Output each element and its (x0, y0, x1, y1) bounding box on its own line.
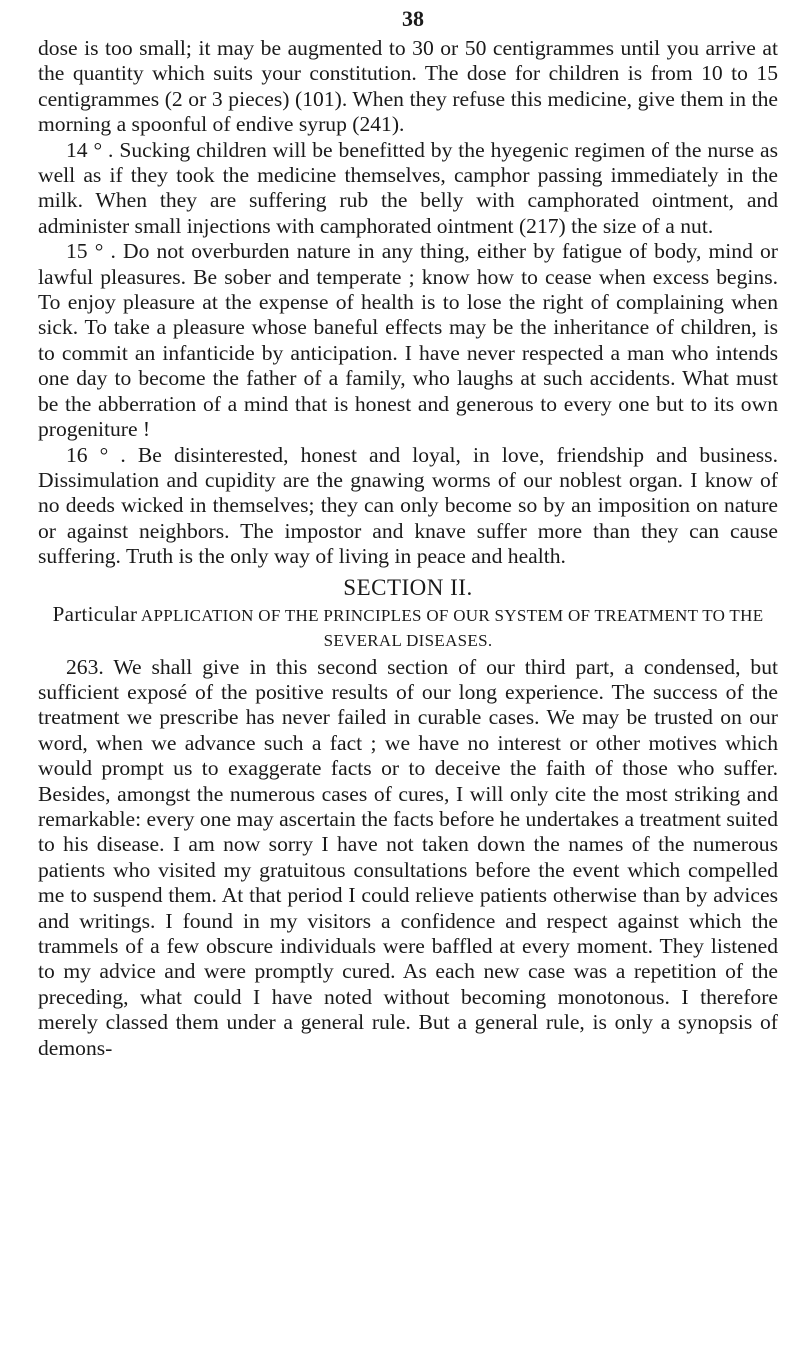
paragraph-rule-14: 14 ° . Sucking children will be benefitted by the hyegenic regimen of the nurse as well as if they took the medicine themselves, camphor passing immediately in the milk. When they are suffering rub the belly with camphorated ointment, and administer small injections with camphorated ointment (217) the size of a nut. (38, 137, 778, 238)
section-subtitle-lead: Particular (52, 601, 138, 626)
paragraph-rule-16: 16 ° . Be disinterested, honest and loyal, in love, friendship and business. Dissimulation and cupidity are the gnawing worms of our noblest organ. I know of no deeds wicked in themselves; they can only become so by an imposition on nature or against neighbors. The impostor and knave suffer more than they can cause suffering. Truth is the only way of living in peace and health. (38, 442, 778, 569)
paragraph-dose-continuation: dose is too small; it may be augmented to 30 or 50 centigrammes until you arrive at the quantity which suits your constitution. The dose for children is from 10 to 15 centigrammes (2 or 3 pieces) (101). When they refuse this medicine, give them in the morning a spoonful of endive syrup (241). (38, 36, 778, 137)
paragraph-263: 263. We shall give in this second section of our third part, a condensed, but sufficient exposé of the positive results of our long experience. The success of the treatment we prescribe has never failed in curable cases. We may be trusted on our word, when we advance such a fact ; we have no interest or other motives which would prompt us to exaggerate facts or to deceive the faith of those who suffer. Besides, amongst the numerous cases of cures, I will only cite the most striking and remarkable: every one may ascertain the facts before he undertakes a treatment suited to his disease. I am now sorry I have not taken down the names of the numerous patients who visited my gratuitous consultations before the event which compelled me to suspend them. At that period I could relieve patients otherwise than by advices and writings. I found in my visitors a confidence and respect against which the trammels of a few obscure individuals were baffled at every moment. They listened to my advice and were promptly cured. As each new case was a repetition of the preceding, what could I have noted without becoming monotonous. I therefore merely classed them under a general rule. But a general rule, is only a synopsis of demons- (38, 654, 778, 1060)
section-subtitle (38, 602, 778, 653)
section-title: SECTION II. (343, 574, 473, 600)
paragraph-rule-15: 15 ° . Do not overburden nature in any thing, either by fatigue of body, mind or lawful pleasures. Be sober and temperate ; know how to cease when excess begins. To enjoy pleasure at the expense of health is to lose the right of complaining when sick. To take a pleasure whose baneful effects may be the inheritance of children, is to commit an infanticide by anticipation. I have never respected a man who intends one day to become the father of a family, who laughs at such accidents. What must be the abberration of a mind that is honest and generous to every one but to its own progeniture ! (38, 239, 778, 442)
section-subtitle-rest: APPLICATION OF THE PRINCIPLES OF OUR SYSTEM OF TREATMENT TO THE SEVERAL DISEASES. (140, 605, 764, 650)
page-number: 38 (402, 6, 424, 31)
